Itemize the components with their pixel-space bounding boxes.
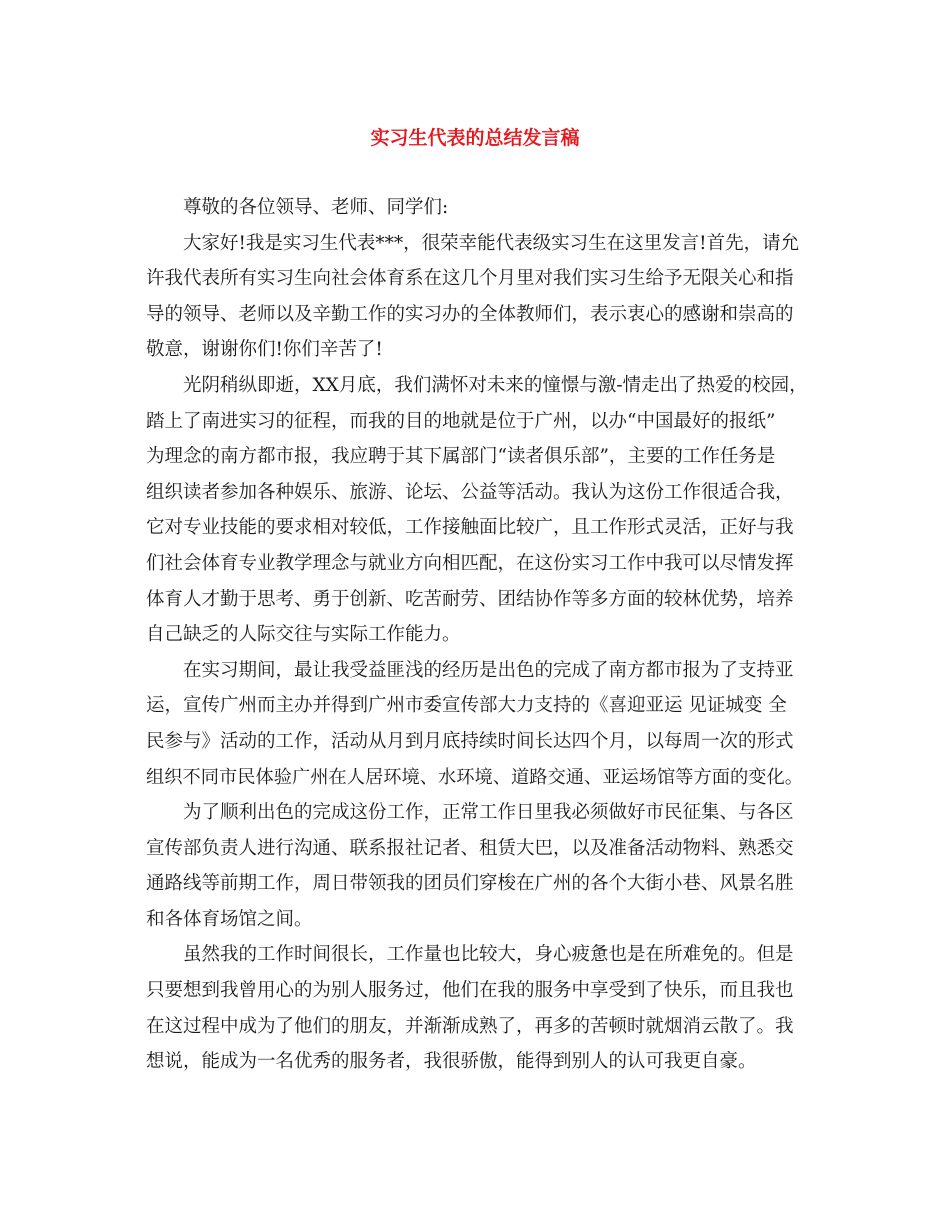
text-line: 在实习期间，最让我受益匪浅的经历是出色的完成了南方都市报为了支持亚 [183,659,794,681]
text-line: 组织读者参加各种娱乐、旅游、论坛、公益等活动。我认为这份工作很适合我， [146,481,794,503]
text-line: 踏上了南进实习的征程，而我的目的地就是位于广州，以办“中国最好的报纸” [146,410,776,432]
text-line: 敬意，谢谢你们!你们辛苦了! [146,339,383,361]
text-line: 宣传部负责人进行沟通、联系报社记者、租赁大巴，以及准备活动物料、熟悉交 [146,837,794,859]
text-line: 体育人才勤于思考、勇于创新、吃苦耐劳、团结协作等多方面的较林优势，培养 [146,588,794,610]
text-line: 组织不同市民体验广州在人居环境、水环境、道路交通、亚运场馆等方面的变化。 [146,766,803,788]
text-line: 为理念的南方都市报，我应聘于其下属部门“读者俱乐部”，主要的工作任务是 [146,446,776,468]
text-line: 自己缺乏的人际交往与实际工作能力。 [146,624,461,646]
text-line: 光阴稍纵即逝，XX月底，我们满怀对未来的憧憬与激-情走出了热爱的校园， [183,374,808,396]
text-line: 和各体育场馆之间。 [146,908,313,930]
text-line: 它对专业技能的要求相对较低，工作接触面比较广，且工作形式灵活，正好与我 [146,517,794,539]
text-line: 运，宣传广州而主办并得到广州市委宣传部大力支持的《喜迎亚运 见证城变 全 [146,695,787,717]
text-line: 大家好!我是实习生代表***，很荣幸能代表级实习生在这里发言!首先，请允 [183,232,800,254]
text-line: 虽然我的工作时间很长，工作量也比较大，身心疲惫也是在所难免的。但是 [183,944,794,966]
text-line: 只要想到我曾用心的为别人服务过，他们在我的服务中享受到了快乐，而且我也 [146,980,794,1002]
text-line: 尊敬的各位领导、老师、同学们: [183,197,449,218]
text-line: 导的领导、老师以及辛勤工作的实习办的全体教师们，表示衷心的感谢和崇高的 [146,303,794,325]
text-line: 民参与》活动的工作，活动从月到月底持续时间长达四个月，以每周一次的形式 [146,730,794,752]
document-body [146,190,810,1080]
text-line: 许我代表所有实习生向社会体育系在这几个月里对我们实习生给予无限关心和指 [146,268,794,290]
text-line: 通路线等前期工作，周日带领我的团员们穿梭在广州的各个大街小巷、风景名胜 [146,873,794,895]
text-line: 为了顺利出色的完成这份工作，正常工作日里我必须做好市民征集、与各区 [183,802,794,824]
text-line: 想说，能成为一名优秀的服务者，我很骄傲，能得到别人的认可我更自豪。 [146,1051,757,1073]
text-line: 们社会体育专业教学理念与就业方向相匹配，在这份实习工作中我可以尽情发挥 [146,552,794,574]
page-title: 实习生代表的总结发言稿 [370,127,580,149]
text-line: 在这过程中成为了他们的朋友，并渐渐成熟了，再多的苦顿时就烟消云散了。我 [146,1015,794,1037]
